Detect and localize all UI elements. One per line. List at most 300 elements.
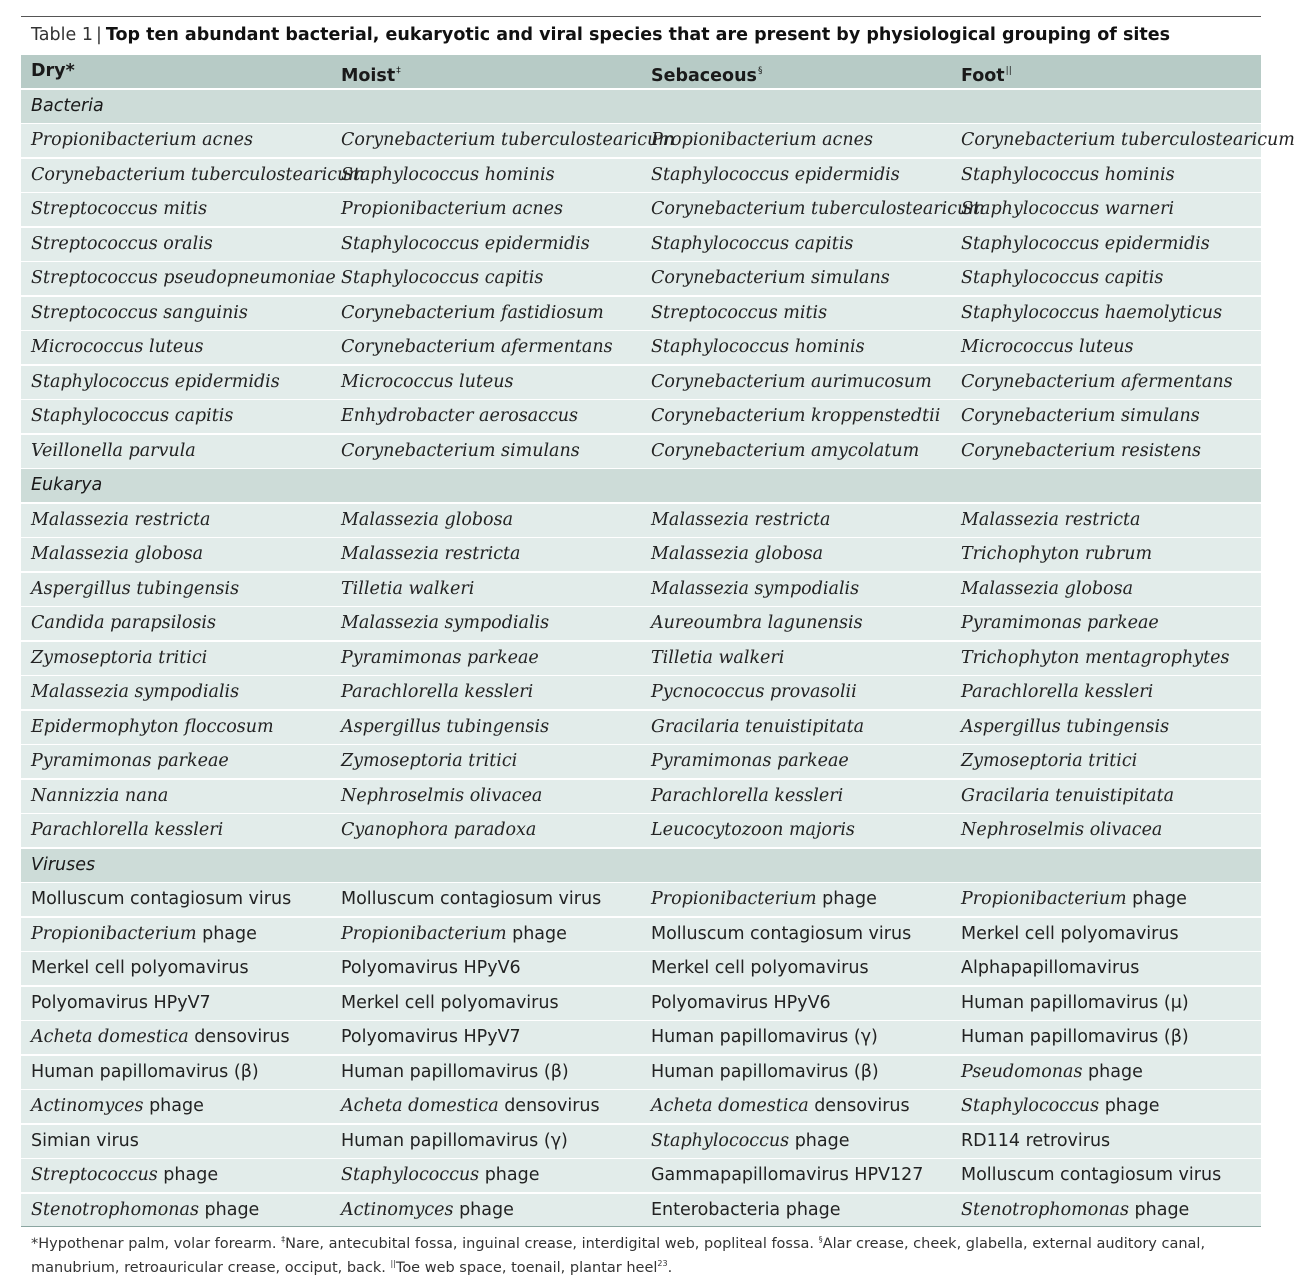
cell-text: Zymoseptoria tritici	[31, 647, 208, 668]
cell-text: Malassezia globosa	[31, 544, 204, 564]
table-cell	[331, 1056, 641, 1089]
table-title: Top ten abundant bacterial, eukaryotic and viral species that are present by physiological grouping of sites	[105, 25, 1171, 45]
table-cell	[641, 1090, 951, 1123]
table-cell	[331, 331, 641, 364]
table-cell	[21, 435, 331, 468]
table-caption	[31, 22, 1170, 48]
cell-text: Nephroselmis olivacea	[341, 785, 543, 806]
cell-text: Enhydrobacter aerosaccus	[341, 406, 579, 426]
table-cell	[21, 193, 331, 226]
cell-text: Staphylococcus	[961, 1096, 1100, 1116]
table-cell	[21, 814, 331, 847]
table-number: Table 1	[31, 25, 93, 45]
cell-text: Polyomavirus HPyV6	[651, 992, 831, 1013]
cell-text: Staphylococcus	[651, 1130, 790, 1151]
cell-text: Malassezia restricta	[651, 509, 831, 530]
table-cell	[21, 331, 331, 364]
cell-text: Aspergillus tubingensis	[31, 578, 240, 599]
table-cell	[331, 952, 641, 985]
table-cell	[951, 711, 1261, 744]
table-cell	[641, 435, 951, 468]
cell-text: Molluscum contagiosum virus	[341, 889, 602, 909]
cell-text: Molluscum contagiosum virus	[961, 1165, 1222, 1185]
table-cell	[641, 642, 951, 675]
table-cell	[331, 435, 641, 468]
table-cell	[951, 780, 1261, 813]
cell-text: Aureoumbra lagunensis	[651, 613, 863, 633]
table-cell	[641, 331, 951, 364]
table-row	[21, 1159, 1261, 1192]
cell-text: phage	[1099, 1096, 1160, 1116]
table-cell	[21, 780, 331, 813]
table-row	[21, 711, 1261, 744]
cell-text: Leucocytozoon majoris	[651, 820, 855, 840]
table-cell	[331, 538, 641, 571]
cell-text: Veillonella parvula	[31, 440, 196, 461]
cell-text: Aspergillus tubingensis	[961, 716, 1170, 737]
cell-text: Staphylococcus	[341, 1165, 480, 1185]
table-cell	[21, 1056, 331, 1089]
table-cell	[21, 1021, 331, 1054]
table-cell	[951, 193, 1261, 226]
table-row	[21, 1125, 1261, 1158]
cell-text: Staphylococcus hominis	[651, 337, 865, 357]
cell-text: phage	[1082, 1061, 1143, 1082]
table-row	[21, 607, 1261, 640]
table-row	[21, 159, 1261, 192]
species-table	[21, 55, 1295, 1228]
cell-text: Actinomyces	[341, 1199, 454, 1220]
column-header-sebaceous: Sebaceous§	[651, 66, 763, 86]
table-cell	[951, 297, 1261, 330]
cell-text: Staphylococcus epidermidis	[341, 233, 590, 254]
section-row-eukarya	[21, 469, 1261, 502]
cell-text: Molluscum contagiosum virus	[31, 889, 292, 909]
cell-text: Human papillomavirus (μ)	[961, 992, 1189, 1013]
cell-text: Malassezia restricta	[341, 544, 521, 564]
table-row	[21, 1056, 1261, 1089]
table-cell	[331, 780, 641, 813]
cell-text: phage	[143, 1096, 204, 1116]
column-header-dry: Dry*	[31, 61, 75, 81]
table-cell	[331, 711, 641, 744]
cell-text: Staphylococcus epidermidis	[961, 233, 1210, 254]
cell-text: densovirus	[808, 1096, 910, 1116]
table-cell	[21, 366, 331, 399]
cell-text: Merkel cell polyomavirus	[651, 958, 869, 978]
cell-text: Polyomavirus HPyV7	[31, 992, 211, 1013]
cell-text: phage	[1128, 1199, 1190, 1220]
cell-text: Corynebacterium amycolatum	[651, 440, 920, 461]
table-cell	[21, 642, 331, 675]
table-cell	[21, 952, 331, 985]
cell-text: Streptococcus oralis	[31, 233, 213, 254]
cell-text: Micrococcus luteus	[961, 337, 1134, 357]
cell-text: Propionibacterium	[651, 889, 817, 909]
cell-text: Propionibacterium	[961, 889, 1127, 909]
table-cell	[21, 1090, 331, 1123]
cell-text: Malassezia globosa	[651, 544, 824, 564]
table-cell	[641, 883, 951, 916]
table-row	[21, 780, 1261, 813]
cell-text: Merkel cell polyomavirus	[961, 923, 1179, 944]
cell-text: Zymoseptoria tritici	[961, 751, 1138, 771]
cell-text: Parachlorella kessleri	[651, 785, 844, 806]
table-footnote: *Hypothenar palm, volar forearm. ‡Nare, antecubital fossa, inguinal crease, interdigital web, popliteal fossa. §Alar crease, cheek, glabella, external auditory canal, manubrium, retroauricular crease, occiput, back. ||Toe web space, toenail, plantar heel$^{23}$.	[31, 1235, 1206, 1276]
cell-text: Nephroselmis olivacea	[961, 820, 1163, 840]
table-row	[21, 1194, 1261, 1227]
table-cell	[21, 987, 331, 1020]
cell-text: Pyramimonas parkeae	[341, 647, 539, 668]
table-row	[21, 193, 1261, 226]
table-cell	[21, 676, 331, 709]
table-cell	[951, 918, 1261, 951]
table-row	[21, 297, 1261, 330]
table-cell	[331, 193, 641, 226]
cell-text: Micrococcus luteus	[341, 371, 514, 392]
cell-text: Staphylococcus warneri	[961, 199, 1175, 219]
table-cell	[951, 1159, 1261, 1192]
table-row	[21, 676, 1261, 709]
table-row	[21, 918, 1261, 951]
cell-text: Parachlorella kessleri	[341, 682, 534, 702]
table-cell	[331, 987, 641, 1020]
table-cell	[641, 952, 951, 985]
table-cell	[641, 1056, 951, 1089]
cell-text: Staphylococcus hominis	[341, 164, 555, 185]
cell-text: phage	[196, 923, 257, 944]
table-cell	[951, 1056, 1261, 1089]
cell-text: Propionibacterium	[341, 923, 507, 944]
table-cell	[641, 573, 951, 606]
cell-text: Tilletia walkeri	[651, 647, 785, 668]
cell-text: Alphapapillomavirus	[961, 958, 1140, 978]
section-row-viruses	[21, 849, 1261, 882]
cell-text: Staphylococcus epidermidis	[31, 371, 280, 392]
table-cell	[21, 228, 331, 261]
table-cell	[951, 607, 1261, 640]
table-cell	[951, 366, 1261, 399]
table-row	[21, 538, 1261, 571]
cell-text: Propionibacterium acnes	[31, 130, 253, 150]
table-cell	[331, 1021, 641, 1054]
table-cell	[21, 124, 331, 157]
table-cell	[331, 676, 641, 709]
table-cell	[21, 504, 331, 537]
table-cell	[951, 642, 1261, 675]
cell-text: Acheta domestica	[651, 1096, 809, 1116]
table-row	[21, 331, 1261, 364]
table-cell	[641, 711, 951, 744]
cell-text: Staphylococcus hominis	[961, 164, 1175, 185]
cell-text: phage	[453, 1199, 514, 1220]
cell-text: phage	[1126, 889, 1187, 909]
table-row	[21, 987, 1261, 1020]
cell-text: Cyanophora paradoxa	[341, 820, 537, 840]
cell-text: Corynebacterium tuberculostearicum	[651, 199, 985, 219]
table-cell	[331, 1159, 641, 1192]
cell-text: Corynebacterium tuberculostearicum	[31, 164, 365, 185]
cell-text: Stenotrophomonas	[961, 1199, 1129, 1220]
table-row	[21, 504, 1261, 537]
cell-text: Staphylococcus haemolyticus	[961, 302, 1223, 323]
cell-text: Human papillomavirus (β)	[961, 1027, 1189, 1047]
table-cell	[21, 745, 331, 778]
table-row	[21, 400, 1261, 433]
table-cell	[331, 573, 641, 606]
table-cell	[21, 262, 336, 295]
table-cell	[641, 987, 951, 1020]
cell-text: Corynebacterium afermentans	[961, 371, 1233, 392]
cell-text: Propionibacterium acnes	[341, 199, 563, 219]
cell-text: Malassezia sympodialis	[651, 578, 860, 599]
cell-text: Human papillomavirus (β)	[651, 1061, 879, 1082]
section-row-bacteria	[21, 90, 1261, 123]
table-cell	[331, 159, 641, 192]
cell-text: Micrococcus luteus	[31, 337, 204, 357]
table-cell	[331, 297, 641, 330]
cell-text: Candida parapsilosis	[31, 613, 216, 633]
table-cell	[331, 642, 641, 675]
cell-text: Streptococcus mitis	[651, 302, 828, 323]
cell-text: Human papillomavirus (β)	[31, 1061, 259, 1082]
column-header-foot: Foot||	[961, 66, 1012, 86]
table-cell	[951, 538, 1261, 571]
table-cell	[641, 918, 951, 951]
table-cell	[951, 883, 1261, 916]
cell-text: Tilletia walkeri	[341, 578, 475, 599]
table-cell	[641, 1125, 951, 1158]
table-cell	[641, 780, 951, 813]
table-cell	[21, 1125, 331, 1158]
cell-text: Pseudomonas	[961, 1061, 1083, 1082]
table-cell	[331, 366, 641, 399]
table-cell	[641, 607, 951, 640]
cell-text: Merkel cell polyomavirus	[31, 958, 249, 978]
table-row	[21, 814, 1261, 847]
table-cell	[21, 538, 331, 571]
cell-text: Pyramimonas parkeae	[651, 751, 849, 771]
table-cell	[951, 1194, 1261, 1227]
table-cell	[331, 814, 641, 847]
cell-text: phage	[198, 1199, 260, 1220]
cell-text: Human papillomavirus (γ)	[341, 1130, 568, 1151]
cell-text: Polyomavirus HPyV7	[341, 1027, 521, 1047]
section-label: Bacteria	[31, 95, 104, 116]
table-header-row	[21, 55, 1261, 88]
cell-text: Enterobacteria phage	[651, 1199, 841, 1220]
cell-text: Malassezia sympodialis	[341, 613, 550, 633]
cell-text: Corynebacterium tuberculostearicum	[961, 130, 1295, 150]
cell-text: densovirus	[498, 1096, 600, 1116]
table-cell	[951, 331, 1261, 364]
table-row	[21, 228, 1261, 261]
cell-text: RD114 retrovirus	[961, 1130, 1111, 1151]
cell-text: Corynebacterium simulans	[651, 268, 890, 288]
cell-text: Malassezia restricta	[31, 509, 211, 530]
cell-text: Human papillomavirus (β)	[341, 1061, 569, 1082]
table-cell	[641, 538, 951, 571]
table-cell	[21, 1159, 331, 1192]
table-cell	[641, 228, 951, 261]
cell-text: Parachlorella kessleri	[31, 820, 224, 840]
table-row	[21, 573, 1261, 606]
cell-text: Staphylococcus capitis	[31, 406, 234, 426]
table-cell	[641, 124, 951, 157]
cell-text: Trichophyton rubrum	[961, 544, 1153, 564]
table-cell	[331, 883, 641, 916]
table-cell	[641, 262, 951, 295]
cell-text: Streptococcus sanguinis	[31, 302, 248, 323]
table-cell	[331, 262, 641, 295]
table-cell	[951, 987, 1261, 1020]
table-cell	[951, 952, 1261, 985]
cell-text: Malassezia globosa	[341, 509, 514, 530]
cell-text: Corynebacterium afermentans	[341, 337, 613, 357]
cell-text: Malassezia globosa	[961, 578, 1134, 599]
cell-text: Pycnococcus provasolii	[651, 682, 857, 702]
cell-text: Staphylococcus capitis	[961, 268, 1164, 288]
section-label: Viruses	[31, 854, 96, 875]
cell-text: Acheta domestica	[341, 1096, 499, 1116]
cell-text: Corynebacterium aurimucosum	[651, 371, 932, 392]
table-cell	[331, 1194, 641, 1227]
cell-text: Streptococcus pseudopneumoniae	[31, 268, 336, 288]
cell-text: Aspergillus tubingensis	[341, 716, 550, 737]
cell-text: Staphylococcus epidermidis	[651, 164, 900, 185]
column-header-moist: Moist‡	[341, 66, 401, 86]
cell-text: Malassezia sympodialis	[31, 682, 240, 702]
cell-text: Streptococcus	[31, 1165, 158, 1185]
table-cell	[21, 607, 331, 640]
cell-text: Gracilaria tenuistipitata	[961, 785, 1175, 806]
table-cell	[21, 711, 331, 744]
table-cell	[951, 262, 1261, 295]
table-cell	[641, 159, 951, 192]
cell-text: phage	[816, 889, 877, 909]
table-cell	[21, 1194, 331, 1227]
table-cell	[951, 745, 1261, 778]
table-cell	[641, 1194, 951, 1227]
table-cell	[641, 745, 951, 778]
cell-text: Parachlorella kessleri	[961, 682, 1154, 702]
table-cell	[331, 1125, 641, 1158]
table-cell	[951, 435, 1261, 468]
table-row	[21, 124, 1295, 157]
cell-text: densovirus	[188, 1027, 290, 1047]
cell-text: Human papillomavirus (γ)	[651, 1027, 878, 1047]
table-row	[21, 435, 1261, 468]
table-cell	[641, 1021, 951, 1054]
table-cell	[331, 918, 641, 951]
table-row	[21, 366, 1261, 399]
cell-text: Corynebacterium tuberculostearicum	[341, 130, 675, 150]
table-cell	[641, 676, 951, 709]
bottom-rule	[21, 1226, 1261, 1227]
table-cell	[21, 400, 331, 433]
table-row	[21, 883, 1261, 916]
table-cell	[951, 1021, 1261, 1054]
cell-text: Pyramimonas parkeae	[31, 751, 229, 771]
cell-text: Corynebacterium simulans	[961, 406, 1200, 426]
cell-text: Actinomyces	[31, 1096, 144, 1116]
table-cell	[641, 504, 951, 537]
table-cell	[951, 504, 1261, 537]
table-cell	[21, 159, 365, 192]
table-cell	[951, 676, 1261, 709]
cell-text: Corynebacterium kroppenstedtii	[651, 406, 941, 426]
cell-text: phage	[789, 1130, 850, 1151]
table-cell	[951, 573, 1261, 606]
table-cell	[641, 814, 951, 847]
cell-text: Stenotrophomonas	[31, 1199, 199, 1220]
cell-text: phage	[157, 1165, 219, 1185]
cell-text: Corynebacterium fastidiosum	[341, 302, 604, 323]
table-cell	[641, 1159, 951, 1192]
cell-text: Propionibacterium	[31, 923, 197, 944]
cell-text: Trichophyton mentagrophytes	[961, 647, 1230, 668]
cell-text: Staphylococcus capitis	[651, 233, 854, 254]
table-cell	[21, 883, 331, 916]
table-cell	[331, 607, 641, 640]
table-cell	[951, 814, 1261, 847]
table-row	[21, 262, 1261, 295]
table-row	[21, 1090, 1261, 1123]
caption-separator: |	[95, 25, 102, 45]
cell-text: Nannizzia nana	[31, 785, 169, 806]
table-cell	[331, 504, 641, 537]
cell-text: Zymoseptoria tritici	[341, 751, 518, 771]
table-cell	[641, 193, 985, 226]
cell-text: Merkel cell polyomavirus	[341, 992, 559, 1013]
table-cell	[21, 573, 331, 606]
cell-text: Corynebacterium simulans	[341, 440, 580, 461]
cell-text: Streptococcus mitis	[31, 199, 208, 219]
cell-text: Polyomavirus HPyV6	[341, 958, 521, 978]
table-cell	[641, 400, 951, 433]
table-cell	[951, 159, 1261, 192]
cell-text: Propionibacterium acnes	[651, 130, 873, 150]
cell-text: Malassezia restricta	[961, 509, 1141, 530]
table-cell	[21, 918, 331, 951]
cell-text: Corynebacterium resistens	[961, 440, 1201, 461]
cell-text: Acheta domestica	[31, 1027, 189, 1047]
cell-text: phage	[506, 923, 567, 944]
cell-text: Pyramimonas parkeae	[961, 613, 1159, 633]
section-label: Eukarya	[31, 475, 103, 495]
cell-text: Simian virus	[31, 1130, 139, 1151]
table-cell	[641, 297, 951, 330]
cell-text: Epidermophyton floccosum	[31, 716, 274, 737]
table-cell	[331, 745, 641, 778]
table-row	[21, 745, 1261, 778]
table-cell	[951, 1090, 1261, 1123]
table-cell	[331, 124, 675, 157]
top-rule	[21, 16, 1261, 17]
table-cell	[951, 124, 1295, 157]
table-cell	[331, 1090, 641, 1123]
cell-text: phage	[479, 1165, 540, 1185]
table-cell	[641, 366, 951, 399]
cell-text: Gracilaria tenuistipitata	[651, 716, 865, 737]
table-cell	[331, 228, 641, 261]
table-row	[21, 1021, 1261, 1054]
table-cell	[21, 297, 331, 330]
table-cell	[951, 400, 1261, 433]
cell-text: Gammapapillomavirus HPV127	[651, 1165, 924, 1185]
table-row	[21, 642, 1261, 675]
table-cell	[951, 228, 1261, 261]
